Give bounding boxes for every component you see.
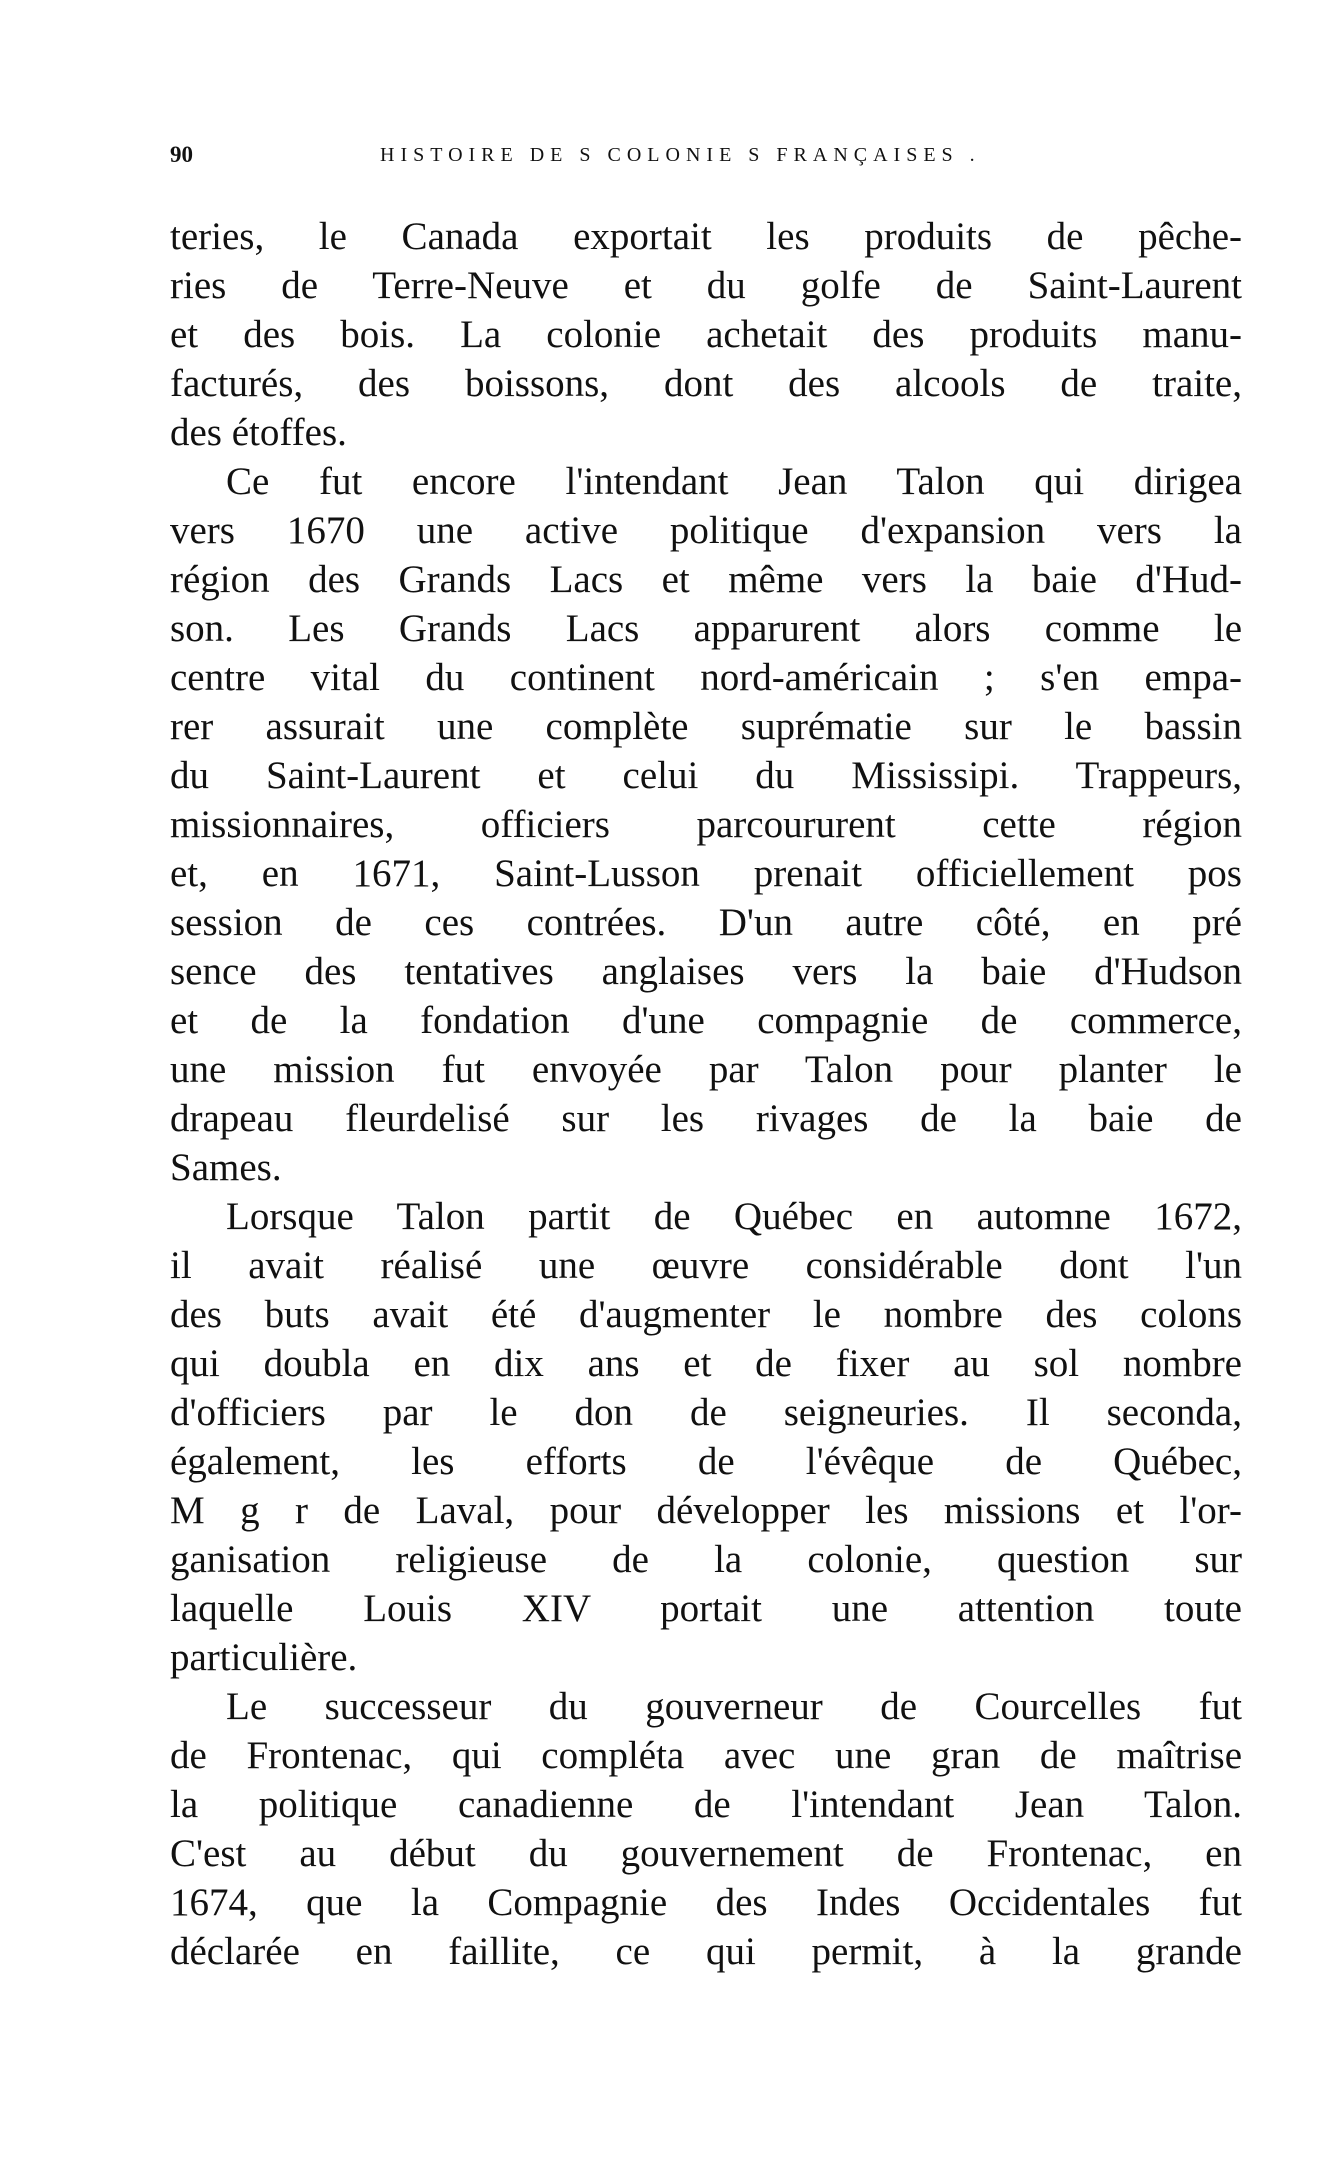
text-line: d'officiers par le don de seigneuries. Il seconda,	[170, 1391, 1242, 1434]
text-line: et des bois. La colonie achetait des produits manu-	[170, 313, 1242, 356]
text-line: et, en 1671, Saint-Lusson prenait officiellement pos	[170, 852, 1242, 895]
text-line: centre vital du continent nord-américain ; s'en empa-	[170, 656, 1242, 699]
text-line: ganisation religieuse de la colonie, question sur	[170, 1538, 1242, 1581]
text-line: 1674, que la Compagnie des Indes Occidentales fut	[170, 1881, 1242, 1924]
text-line: sence des tentatives anglaises vers la baie d'Hudson	[170, 950, 1242, 993]
text-line: des buts avait été d'augmenter le nombre des colons	[170, 1293, 1242, 1336]
text-line: une mission fut envoyée par Talon pour planter le	[170, 1048, 1242, 1091]
body-text	[170, 212, 1242, 1976]
text-line: la politique canadienne de l'intendant Jean Talon.	[170, 1783, 1242, 1826]
paragraph-start-line: Lorsque Talon partit de Québec en automne 1672,	[226, 1195, 1242, 1238]
text-line: il avait réalisé une œuvre considérable dont l'un	[170, 1244, 1242, 1287]
text-line: facturés, des boissons, dont des alcools de traite,	[170, 362, 1242, 405]
text-line: également, les efforts de l'évêque de Québec,	[170, 1440, 1242, 1483]
text-line: ries de Terre-Neuve et du golfe de Saint-Laurent	[170, 264, 1242, 307]
running-title: HISTOIRE DE S COLONIE S FRANÇAISES .	[380, 144, 981, 166]
paragraph-start-line: Ce fut encore l'intendant Jean Talon qui dirigea	[226, 460, 1242, 503]
text-line: laquelle Louis XIV portait une attention toute	[170, 1587, 1242, 1630]
paragraph-start-line: Le successeur du gouverneur de Courcelles fut	[226, 1685, 1242, 1728]
page-header	[170, 142, 1190, 172]
text-line: région des Grands Lacs et même vers la baie d'Hud-	[170, 558, 1242, 601]
text-line: déclarée en faillite, ce qui permit, à la grande	[170, 1930, 1242, 1973]
text-line: des étoffes.	[170, 411, 347, 454]
text-line: session de ces contrées. D'un autre côté, en pré	[170, 901, 1242, 944]
text-line: vers 1670 une active politique d'expansion vers la	[170, 509, 1242, 552]
text-line: Sames.	[170, 1146, 282, 1189]
text-line: particulière.	[170, 1636, 358, 1679]
page-number: 90	[170, 142, 193, 167]
text-line: drapeau fleurdelisé sur les rivages de la baie de	[170, 1097, 1242, 1140]
text-line: qui doubla en dix ans et de fixer au sol nombre	[170, 1342, 1242, 1385]
text-line: rer assurait une complète suprématie sur le bassin	[170, 705, 1242, 748]
text-line: C'est au début du gouvernement de Frontenac, en	[170, 1832, 1242, 1875]
text-line: du Saint-Laurent et celui du Mississipi. Trappeurs,	[170, 754, 1242, 797]
text-line: missionnaires, officiers parcoururent cette région	[170, 803, 1242, 846]
text-line: M g r de Laval, pour développer les missions et l'or-	[170, 1489, 1242, 1532]
text-line: son. Les Grands Lacs apparurent alors comme le	[170, 607, 1242, 650]
text-line: de Frontenac, qui compléta avec une gran de maîtrise	[170, 1734, 1242, 1777]
text-line: et de la fondation d'une compagnie de commerce,	[170, 999, 1242, 1042]
text-line: teries, le Canada exportait les produits de pêche-	[170, 215, 1242, 258]
